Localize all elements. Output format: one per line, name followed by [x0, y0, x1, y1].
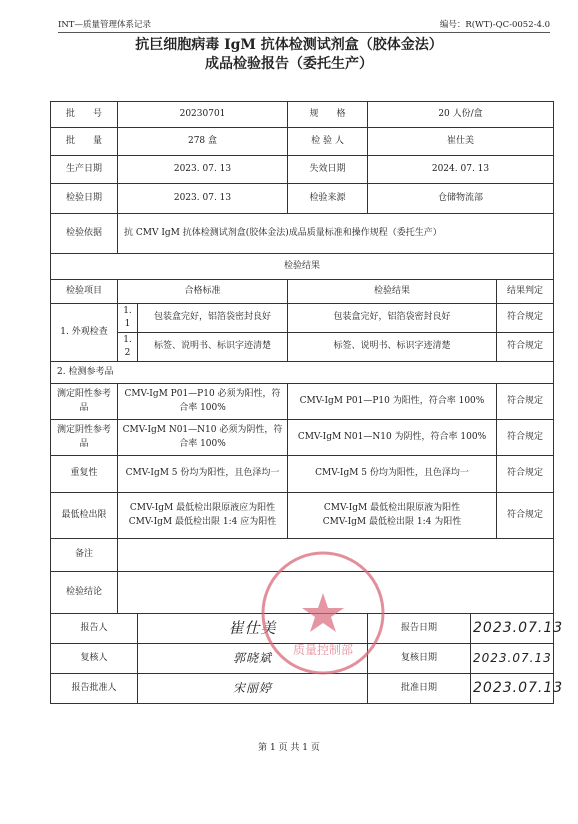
- reference-result: CMV-IgM N01—N10 为阴性，符合率 100%: [288, 420, 497, 456]
- lod-result-line: CMV-IgM 最低检出限原液为阳性: [323, 503, 461, 514]
- approver-label: 报告批准人: [51, 674, 138, 704]
- appearance-item: 1. 外观检查: [51, 304, 118, 362]
- report-date-signature: 2023.07.13: [471, 614, 554, 644]
- org-label: INT—质量管理体系记录: [58, 20, 151, 30]
- header-divider: [58, 32, 550, 33]
- batch-value: 20230701: [118, 102, 288, 128]
- remark-label: 备注: [51, 539, 118, 572]
- col-judgement-header: 结果判定: [497, 280, 554, 304]
- stamp-text: 质量控制部: [292, 643, 354, 657]
- page-footer: 第 1 页 共 1 页: [258, 743, 320, 753]
- results-section-title: 检验结果: [51, 254, 554, 280]
- reporter-label: 报告人: [51, 614, 138, 644]
- reference-judgement: 符合规定: [497, 384, 554, 420]
- appearance-no: 1. 2: [118, 333, 138, 362]
- inspector-value: 崔仕美: [368, 128, 554, 156]
- basis-value: 抗 CMV IgM 抗体检测试剂盒(胶体金法)成品质量标准和操作规程（委托生产）: [118, 214, 554, 254]
- reference-judgement: 符合规定: [497, 493, 554, 539]
- quantity-value: 278 盒: [118, 128, 288, 156]
- reference-item: 测定阳性参考品: [51, 384, 118, 420]
- test-date-value: 2023. 07. 13: [118, 184, 288, 214]
- approver-signature: 宋丽婷: [138, 674, 368, 704]
- appearance-no: 1. 1: [118, 304, 138, 333]
- reference-item: 测定阴性参考品: [51, 420, 118, 456]
- production-date-label: 生产日期: [51, 156, 118, 184]
- reference-item: 最低检出限: [51, 493, 118, 539]
- lod-result-line: CMV-IgM 最低检出限 1:4 为阳性: [322, 516, 462, 527]
- expiry-date-label: 失效日期: [288, 156, 368, 184]
- reference-standard: [118, 493, 288, 539]
- report-title: 抗巨细胞病毒 IgM 抗体检测试剂盒（胶体金法）: [135, 37, 443, 53]
- production-date-value: 2023. 07. 13: [118, 156, 288, 184]
- reporter-signature: 崔仕美: [138, 614, 368, 644]
- reference-standard: CMV-IgM N01—N10 必须为阴性，符合率 100%: [118, 420, 288, 456]
- approve-date-signature: 2023.07.13: [471, 674, 554, 704]
- conclusion-label: 检验结论: [51, 572, 118, 614]
- reference-section-title: 2. 检测参考品: [51, 362, 554, 384]
- reviewer-signature: 郭晓斌: [138, 644, 368, 674]
- reference-result: CMV-IgM P01—P10 为阳性，符合率 100%: [288, 384, 497, 420]
- inspector-label: 检 验 人: [288, 128, 368, 156]
- reference-standard: CMV-IgM 5 份均为阳性，且色泽均一: [118, 456, 288, 493]
- document-header: [58, 16, 550, 32]
- source-label: 检验来源: [288, 184, 368, 214]
- reviewer-label: 复核人: [51, 644, 138, 674]
- reference-result: [288, 493, 497, 539]
- reference-judgement: 符合规定: [497, 420, 554, 456]
- appearance-result: 包装盒完好，铝箔袋密封良好: [288, 304, 497, 333]
- report-date-label: 报告日期: [368, 614, 471, 644]
- appearance-result: 标签、说明书、标识字迹清楚: [288, 333, 497, 362]
- remark-value: [118, 539, 554, 572]
- col-standard-header: 合格标准: [118, 280, 288, 304]
- quantity-label: 批 量: [51, 128, 118, 156]
- basis-label: 检验依据: [51, 214, 118, 254]
- reference-judgement: 符合规定: [497, 456, 554, 493]
- test-date-label: 检验日期: [51, 184, 118, 214]
- conclusion-value: [118, 572, 554, 614]
- reference-item: 重复性: [51, 456, 118, 493]
- review-date-label: 复核日期: [368, 644, 471, 674]
- review-date-signature: 2023.07.13: [471, 644, 554, 674]
- spec-value: 20 人份/盒: [368, 102, 554, 128]
- expiry-date-value: 2024. 07. 13: [368, 156, 554, 184]
- appearance-standard: 标签、说明书、标识字迹清楚: [138, 333, 288, 362]
- col-item-header: 检验项目: [51, 280, 118, 304]
- spec-label: 规 格: [288, 102, 368, 128]
- appearance-judgement: 符合规定: [497, 333, 554, 362]
- reference-result: CMV-IgM 5 份均为阳性，且色泽均一: [288, 456, 497, 493]
- inspection-report-table: [50, 101, 564, 704]
- document-code: 编号：R(WT)-QC-0052-4.0: [439, 20, 550, 30]
- appearance-standard: 包装盒完好，铝箔袋密封良好: [138, 304, 288, 333]
- appearance-judgement: 符合规定: [497, 304, 554, 333]
- batch-label: 批 号: [51, 102, 118, 128]
- approve-date-label: 批准日期: [368, 674, 471, 704]
- reference-standard: CMV-IgM P01—P10 必须为阳性，符合率 100%: [118, 384, 288, 420]
- report-subtitle: 成品检验报告（委托生产）: [205, 56, 373, 72]
- col-result-header: 检验结果: [288, 280, 497, 304]
- lod-standard-line: CMV-IgM 最低检出限 1:4 应为阳性: [128, 516, 277, 527]
- source-value: 仓储物流部: [368, 184, 554, 214]
- lod-standard-line: CMV-IgM 最低检出限原液应为阳性: [129, 503, 276, 514]
